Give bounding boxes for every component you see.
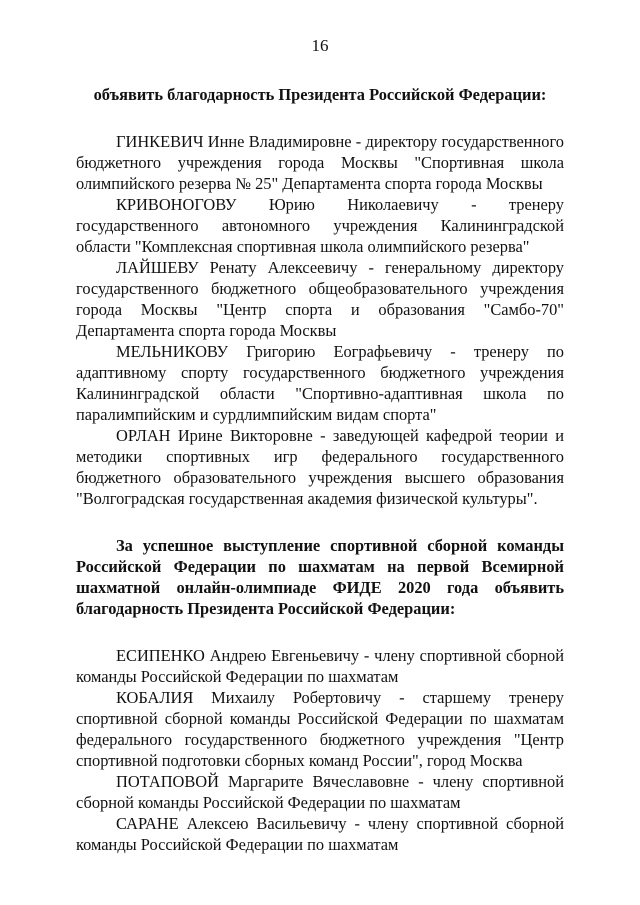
award-entry: ОРЛАН Ирине Викторовне - заведующей кафедрой теории и методики спортивных игр федерального государственного бюджетного образовательного учреждения высшего образования "Волгоградская государственная академия физической культуры".	[76, 426, 564, 508]
award-entry: ЕСИПЕНКО Андрею Евгеньевичу - члену спортивной сборной команды Российской Федерации по шахматам	[76, 646, 564, 686]
award-entry: ГИНКЕВИЧ Инне Владимировне - директору государственного бюджетного учреждения города Москвы "Спортивная школа олимпийского резерва № 25" Департамента спорта города Москвы	[76, 132, 564, 193]
award-entry: КРИВОНОГОВУ Юрию Николаевичу - тренеру государственного автономного учреждения Калининградской области "Комплексная спортивная школа олимпийского резерва"	[76, 195, 564, 256]
page-number: 16	[311, 36, 329, 55]
award-entry: САРАНЕ Алексею Васильевичу - члену спортивной сборной команды Российской Федерации по шахматам	[76, 814, 564, 854]
section-heading: За успешное выступление спортивной сборной команды Российской Федерации по шахматам на первой Всемирной шахматной онлайн-олимпиаде ФИДЕ 2020 года объявить благодарность Президента Российской Федерации:	[76, 536, 564, 618]
section-heading: объявить благодарность Президента Российской Федерации:	[93, 85, 547, 104]
award-entry: КОБАЛИЯ Михаилу Робертовичу - старшему тренеру спортивной сборной команды Российской Федерации по шахматам федерального государственного бюджетного учреждения "Центр спортивной подготовки сборных команд России", город Москва	[76, 688, 564, 770]
award-entry: МЕЛЬНИКОВУ Григорию Еографьевичу - тренеру по адаптивному спорту государственного бюджетного учреждения Калининградской области "Спортивно-адаптивная школа по паралимпийским и сурдлимпийским видам спорта"	[76, 342, 564, 424]
award-entry: ЛАЙШЕВУ Ренату Алексеевичу - генеральному директору государственного бюджетного общеобразовательного учреждения города Москвы "Центр спорта и образования "Самбо-70" Департамента спорта города Москвы	[76, 258, 564, 340]
award-entry: ПОТАПОВОЙ Маргарите Вячеславовне - члену спортивной сборной команды Российской Федерации по шахматам	[76, 772, 564, 812]
document-body	[76, 84, 564, 855]
